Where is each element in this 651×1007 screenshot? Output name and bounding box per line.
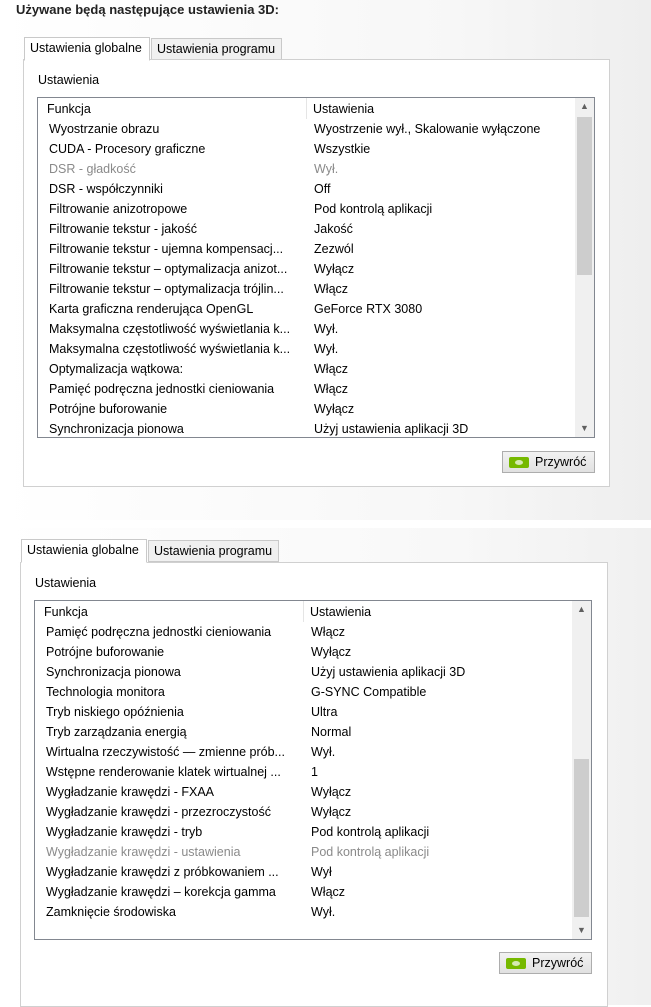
setting-value[interactable]: Wył. bbox=[311, 745, 336, 759]
feature-name: Wygładzanie krawędzi - tryb bbox=[46, 825, 203, 839]
setting-value[interactable]: Wył. bbox=[314, 342, 339, 356]
column-separator[interactable] bbox=[306, 98, 307, 119]
bottom-settings-section bbox=[0, 528, 651, 1005]
table-row[interactable] bbox=[38, 159, 572, 179]
setting-value[interactable]: GeForce RTX 3080 bbox=[314, 302, 423, 316]
feature-name: Potrójne buforowanie bbox=[49, 402, 168, 416]
setting-value[interactable]: Off bbox=[314, 182, 331, 196]
scroll-down-arrow-icon[interactable]: ▼ bbox=[580, 423, 589, 433]
table-row[interactable] bbox=[38, 259, 572, 279]
table-row[interactable] bbox=[35, 622, 569, 642]
table-row[interactable] bbox=[38, 419, 572, 438]
restore-button[interactable] bbox=[499, 952, 592, 974]
setting-value[interactable]: Wyłącz bbox=[314, 262, 355, 276]
feature-name: Wygładzanie krawędzi – korekcja gamma bbox=[46, 885, 276, 899]
table-row[interactable] bbox=[38, 219, 572, 239]
table-row[interactable] bbox=[38, 359, 572, 379]
tab-program-settings[interactable]: Ustawienia programu bbox=[148, 540, 279, 562]
settings-list[interactable] bbox=[34, 600, 592, 940]
table-row[interactable] bbox=[35, 882, 569, 902]
table-row[interactable] bbox=[35, 822, 569, 842]
feature-name: Wstępne renderowanie klatek wirtualnej ... bbox=[46, 765, 281, 779]
vertical-scrollbar[interactable] bbox=[572, 601, 591, 939]
table-row[interactable] bbox=[35, 862, 569, 882]
global-settings-panel bbox=[23, 59, 610, 487]
table-row[interactable] bbox=[35, 722, 569, 742]
feature-name: Filtrowanie tekstur – optymalizacja trójlin... bbox=[49, 282, 284, 296]
setting-value[interactable]: Użyj ustawienia aplikacji 3D bbox=[314, 422, 469, 436]
feature-name: Technologia monitora bbox=[46, 685, 165, 699]
table-row[interactable] bbox=[38, 199, 572, 219]
feature-name: Pamięć podręczna jednostki cieniowania bbox=[49, 382, 275, 396]
setting-value[interactable]: Pod kontrolą aplikacji bbox=[311, 845, 430, 859]
setting-value[interactable]: Pod kontrolą aplikacji bbox=[311, 825, 430, 839]
setting-value[interactable]: Włącz bbox=[314, 382, 349, 396]
feature-name: Maksymalna częstotliwość wyświetlania k... bbox=[49, 342, 291, 356]
column-header-feature[interactable]: Funkcja bbox=[44, 605, 88, 619]
feature-name: CUDA - Procesory graficzne bbox=[49, 142, 206, 156]
table-row[interactable] bbox=[38, 319, 572, 339]
table-row[interactable] bbox=[35, 782, 569, 802]
settings-rows bbox=[38, 119, 572, 438]
settings-group-label: Ustawienia bbox=[35, 576, 97, 590]
tab-global-settings[interactable]: Ustawienia globalne bbox=[21, 539, 147, 563]
scroll-down-arrow-icon[interactable]: ▼ bbox=[577, 925, 586, 935]
column-header-setting[interactable]: Ustawienia bbox=[313, 102, 375, 116]
setting-value[interactable]: Wyostrzenie wył., Skalowanie wyłączone bbox=[314, 122, 541, 136]
table-row[interactable] bbox=[38, 279, 572, 299]
table-row[interactable] bbox=[35, 802, 569, 822]
feature-name: Wygładzanie krawędzi - ustawienia bbox=[46, 845, 241, 859]
setting-value[interactable]: Zezwól bbox=[314, 242, 354, 256]
table-row[interactable] bbox=[35, 702, 569, 722]
table-row[interactable] bbox=[38, 339, 572, 359]
setting-value[interactable]: Wył. bbox=[311, 905, 336, 919]
setting-value[interactable]: Ultra bbox=[311, 705, 338, 719]
feature-name: DSR - współczynniki bbox=[49, 182, 163, 196]
setting-value[interactable]: Włącz bbox=[311, 625, 346, 639]
column-header-feature[interactable]: Funkcja bbox=[47, 102, 91, 116]
setting-value[interactable]: G-SYNC Compatible bbox=[311, 685, 427, 699]
table-row[interactable] bbox=[38, 119, 572, 139]
column-header-setting[interactable]: Ustawienia bbox=[310, 605, 372, 619]
feature-name: Filtrowanie tekstur - ujemna kompensacj... bbox=[49, 242, 284, 256]
setting-value[interactable]: Wył. bbox=[314, 162, 339, 176]
feature-name: Karta graficzna renderująca OpenGL bbox=[49, 302, 254, 316]
table-row[interactable] bbox=[35, 742, 569, 762]
table-row[interactable] bbox=[38, 379, 572, 399]
table-row[interactable] bbox=[35, 762, 569, 782]
setting-value[interactable]: Wszystkie bbox=[314, 142, 371, 156]
feature-name: Wyostrzanie obrazu bbox=[49, 122, 160, 136]
feature-name: Filtrowanie tekstur – optymalizacja anizot... bbox=[49, 262, 288, 276]
column-separator[interactable] bbox=[303, 601, 304, 622]
list-header bbox=[35, 601, 569, 622]
feature-name: Maksymalna częstotliwość wyświetlania k... bbox=[49, 322, 291, 336]
table-row[interactable] bbox=[38, 139, 572, 159]
vertical-scrollbar[interactable] bbox=[575, 98, 594, 437]
tab-global-settings[interactable]: Ustawienia globalne bbox=[24, 37, 150, 61]
setting-value[interactable]: Wyłącz bbox=[311, 805, 352, 819]
setting-value[interactable]: Jakość bbox=[314, 222, 353, 236]
feature-name: Tryb niskiego opóźnienia bbox=[46, 705, 184, 719]
settings-group-label: Ustawienia bbox=[38, 73, 100, 87]
feature-name: Filtrowanie tekstur - jakość bbox=[49, 222, 197, 236]
table-row[interactable] bbox=[38, 299, 572, 319]
list-header bbox=[38, 98, 572, 119]
setting-value[interactable]: Pod kontrolą aplikacji bbox=[314, 202, 433, 216]
global-settings-panel bbox=[20, 562, 608, 1007]
section-heading: Używane będą następujące ustawienia 3D: bbox=[16, 2, 279, 17]
feature-name: Wirtualna rzeczywistość — zmienne prób... bbox=[46, 745, 285, 759]
table-row[interactable] bbox=[38, 239, 572, 259]
nvidia-logo-icon bbox=[509, 457, 529, 468]
restore-button-label: Przywróć bbox=[532, 956, 584, 970]
table-row[interactable] bbox=[35, 902, 569, 922]
feature-name: Synchronizacja pionowa bbox=[49, 422, 184, 436]
setting-value[interactable]: Wyłącz bbox=[311, 645, 352, 659]
settings-list[interactable] bbox=[37, 97, 595, 438]
tab-program-settings[interactable]: Ustawienia programu bbox=[151, 38, 282, 60]
feature-name: DSR - gładkość bbox=[49, 162, 136, 176]
feature-name: Pamięć podręczna jednostki cieniowania bbox=[46, 625, 272, 639]
setting-value[interactable]: Włącz bbox=[314, 282, 349, 296]
feature-name: Filtrowanie anizotropowe bbox=[49, 202, 188, 216]
setting-value[interactable]: 1 bbox=[311, 765, 318, 779]
feature-name: Wygładzanie krawędzi - FXAA bbox=[46, 785, 215, 799]
settings-rows bbox=[35, 622, 569, 922]
feature-name: Wygładzanie krawędzi z próbkowaniem ... bbox=[46, 865, 279, 879]
setting-value[interactable]: Wył bbox=[311, 865, 332, 879]
setting-value[interactable]: Wyłącz bbox=[314, 402, 355, 416]
feature-name: Wygładzanie krawędzi - przezroczystość bbox=[46, 805, 271, 819]
scrollbar-thumb[interactable] bbox=[577, 117, 592, 275]
nvidia-logo-icon bbox=[506, 958, 526, 969]
setting-value[interactable]: Normal bbox=[311, 725, 352, 739]
table-row[interactable] bbox=[35, 842, 569, 862]
setting-value[interactable]: Wył. bbox=[314, 322, 339, 336]
setting-value[interactable]: Włącz bbox=[314, 362, 349, 376]
feature-name: Optymalizacja wątkowa: bbox=[49, 362, 184, 376]
table-row[interactable] bbox=[35, 642, 569, 662]
scroll-up-arrow-icon[interactable]: ▲ bbox=[580, 101, 589, 111]
table-row[interactable] bbox=[35, 662, 569, 682]
scrollbar-thumb[interactable] bbox=[574, 759, 589, 917]
feature-name: Synchronizacja pionowa bbox=[46, 665, 181, 679]
table-row[interactable] bbox=[38, 399, 572, 419]
scroll-up-arrow-icon[interactable]: ▲ bbox=[577, 604, 586, 614]
feature-name: Tryb zarządzania energią bbox=[46, 725, 187, 739]
table-row[interactable] bbox=[38, 179, 572, 199]
setting-value[interactable]: Wyłącz bbox=[311, 785, 352, 799]
feature-name: Potrójne buforowanie bbox=[46, 645, 165, 659]
feature-name: Zamknięcie środowiska bbox=[46, 905, 176, 919]
restore-button[interactable] bbox=[502, 451, 595, 473]
restore-button-label: Przywróć bbox=[535, 455, 587, 469]
setting-value[interactable]: Włącz bbox=[311, 885, 346, 899]
table-row[interactable] bbox=[35, 682, 569, 702]
setting-value[interactable]: Użyj ustawienia aplikacji 3D bbox=[311, 665, 466, 679]
